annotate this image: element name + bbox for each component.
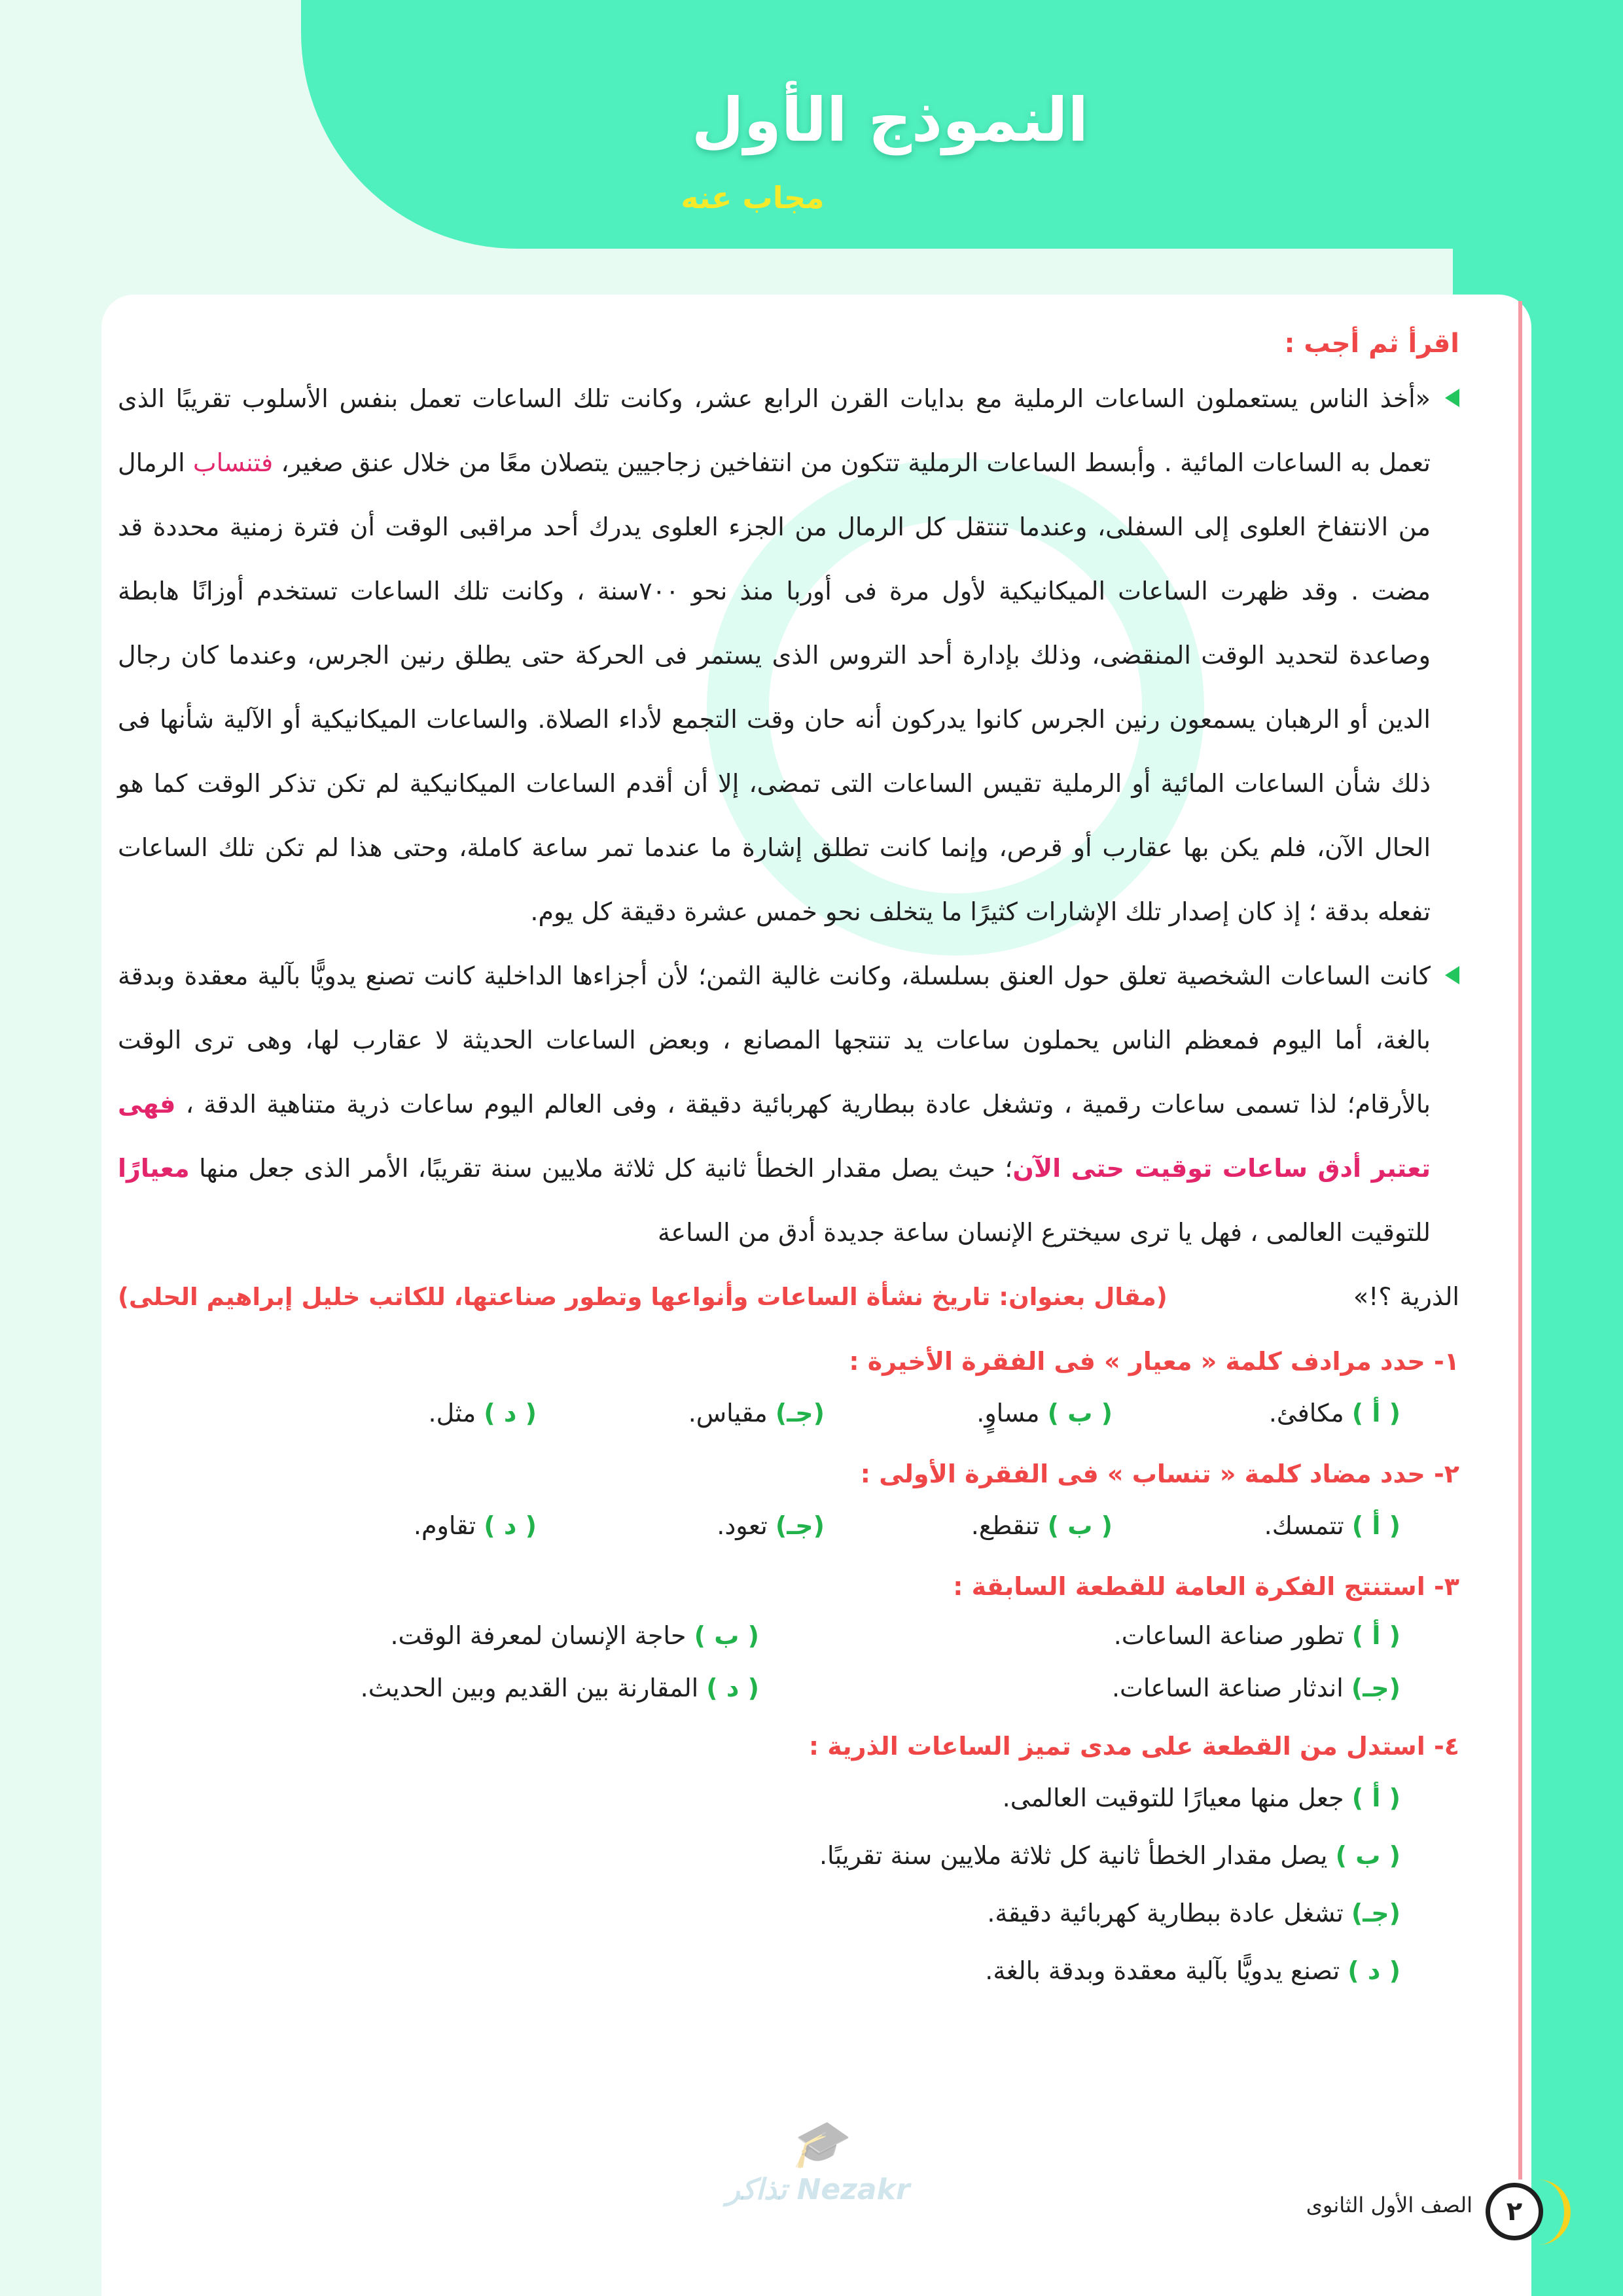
option[interactable]: ( د ) تقاوم.	[413, 1511, 537, 1540]
question-1-options	[118, 1384, 1459, 1442]
page-title: النموذج الأول	[691, 85, 1089, 155]
passage-text: الرمال من الانتفاخ العلوى إلى السفلى، وعندما تنتقل كل الرمال من الجزء العلوى يدرك أحد مراقبى الوقت أن فترة زمنية محددة قد مضت . وقد ظهرت الساعات الميكانيكية لأول مرة فى أوربا منذ نحو ٧٠٠سنة ، وكانت تلك الساعات تستخدم أوزانًا هابطة وصاعدة لتحديد الوقت المنقضى، وذلك بإدارة أحد التروس الذى يستمر فى الحركة حتى يطلق رنين الجرس، وعندما كان رجال الدين أو الرهبان يسمعون رنين الجرس كانوا يدركون أنه حان وقت التجمع لأداء الصلاة. والساعات الميكانيكية أو الآلية شأنها فى ذلك شأن الساعات المائية أو الرملية تقيس الساعات التى تمضى، إلا أن أقدم الساعات الميكانيكية لم تكن تذكر الوقت كما هو الحال الآن، فلم يكن بها عقارب أو قرص، وإنما كانت تطلق إشارة ما عندما تمر ساعة كاملة، وحتى هذا لم تكن تلك الساعات تفعله بدقة ؛ إذ كان إصدار تلك الإشارات كثيرًا ما يتخلف نحو خمس عشرة دقيقة كل يوم.	[118, 448, 1431, 926]
margin-line	[1518, 301, 1522, 2179]
logo-text: Nezakr تذاكر	[726, 2173, 910, 2206]
option[interactable]: (جـ) مقياس.	[688, 1399, 825, 1427]
option[interactable]: ( د ) تصنع يدويًّا بآلية معقدة وبدقة بالغة.	[985, 1956, 1400, 1985]
passage-text: «أخذ الناس يستعملون الساعات الرملية مع بدايات القرن الرابع عشر، وكانت تلك الساعات تعمل بنفس الأسلوب تقريبًا الذى تعمل به الساعات المائية . وأبسط الساعات الرملية تتكون من انتفاخين زجاجيين يتصلان معًا من خلال عنق صغير،	[118, 384, 1431, 477]
option[interactable]: ( ب ) تنقطع.	[971, 1511, 1113, 1540]
reference: (مقال بعنوان: تاريخ نشأة الساعات وأنواعها وتطور صناعتها، للكاتب خليل إبراهيم الحلى)	[118, 1283, 1168, 1311]
keyword: فتنساب	[192, 448, 274, 477]
keyword: معيارًا	[118, 1154, 190, 1183]
footer-logo	[720, 2114, 916, 2225]
option[interactable]: ( ب ) يصل مقدار الخطأ ثانية كل ثلاثة ملايين سنة تقريبًا.	[819, 1841, 1400, 1870]
page-number: ٢	[1486, 2183, 1543, 2240]
passage-end: الذرية ؟!»	[1353, 1282, 1459, 1311]
side-strip	[1531, 236, 1623, 2296]
option[interactable]: ( د ) مثل.	[428, 1399, 537, 1427]
question-4: ٤- استدل من القطعة على مدى تميز الساعات الذرية :	[808, 1732, 1459, 1761]
question-3: ٣- استنتج الفكرة العامة للقطعة السابقة :	[953, 1572, 1459, 1601]
instruction: اقرأ ثم أجب :	[1284, 329, 1459, 359]
grade-label: الصف الأول الثانوى	[1306, 2193, 1472, 2217]
question-2: ٢- حدد مضاد كلمة « تنساب » فى الفقرة الأولى :	[860, 1460, 1459, 1488]
option[interactable]: ( د ) المقارنة بين القديم وبين الحديث.	[360, 1674, 759, 1702]
passage-text: للتوقيت العالمى ، فهل يا ترى سيخترع الإنسان ساعة جديدة أدق من الساعة	[658, 1218, 1431, 1247]
question-3-options-row-1	[118, 1609, 1459, 1662]
option[interactable]: ( ب ) حاجة الإنسان لمعرفة الوقت.	[390, 1621, 759, 1650]
main-content	[118, 321, 1459, 2000]
option[interactable]: (جـ) تشغل عادة ببطارية كهربائية دقيقة.	[987, 1899, 1400, 1928]
option[interactable]: ( أ ) مكافئ.	[1268, 1399, 1400, 1427]
passage-paragraph-1	[118, 367, 1459, 944]
page-subtitle: مجاب عنه	[681, 180, 825, 215]
option[interactable]: (جـ) تعود.	[717, 1511, 825, 1540]
question-1: ١- حدد مرادف كلمة « معيار » فى الفقرة الأخيرة :	[849, 1347, 1459, 1376]
passage-text: ؛ حيث يصل مقدار الخطأ ثانية كل ثلاثة ملايين سنة تقريبًا، الأمر الذى جعل منها	[189, 1154, 1013, 1183]
passage-text: كانت الساعات الشخصية تعلق حول العنق بسلسلة، وكانت غالية الثمن؛ لأن أجزاءها الداخلية كانت تصنع يدويًّا بآلية معقدة وبدقة بالغة، أما اليوم فمعظم الناس يحملون ساعات يد تنتجها المصانع ، وبعض الساعات الحديثة لا عقارب لها، وهى ترى الوقت بالأرقام؛ لذا تسمى ساعات رقمية ، وتشغل عادة ببطارية كهربائية دقيقة ، وفى العالم اليوم ساعات ذرية متناهية الدقة ،	[118, 961, 1431, 1119]
option[interactable]: ( أ ) جعل منها معيارًا للتوقيت العالمى.	[1002, 1784, 1400, 1812]
option[interactable]: ( ب ) مساوٍ.	[976, 1399, 1113, 1427]
passage-paragraph-2	[118, 944, 1459, 1265]
option[interactable]: ( أ ) تتمسك.	[1264, 1511, 1400, 1540]
keyword: فهى تعتبر أدق ساعات توقيت حتى الآن	[118, 1090, 1431, 1183]
option[interactable]: ( أ ) تطور صناعة الساعات.	[1113, 1621, 1400, 1650]
question-2-options	[118, 1497, 1459, 1554]
question-3-options-row-2	[118, 1662, 1459, 1714]
reference-line	[118, 1265, 1459, 1329]
graduation-cap-icon: 🎓	[789, 2117, 847, 2170]
option[interactable]: (جـ) اندثار صناعة الساعات.	[1111, 1674, 1400, 1702]
bullet-icon	[1445, 966, 1459, 984]
bullet-icon	[1445, 389, 1459, 407]
